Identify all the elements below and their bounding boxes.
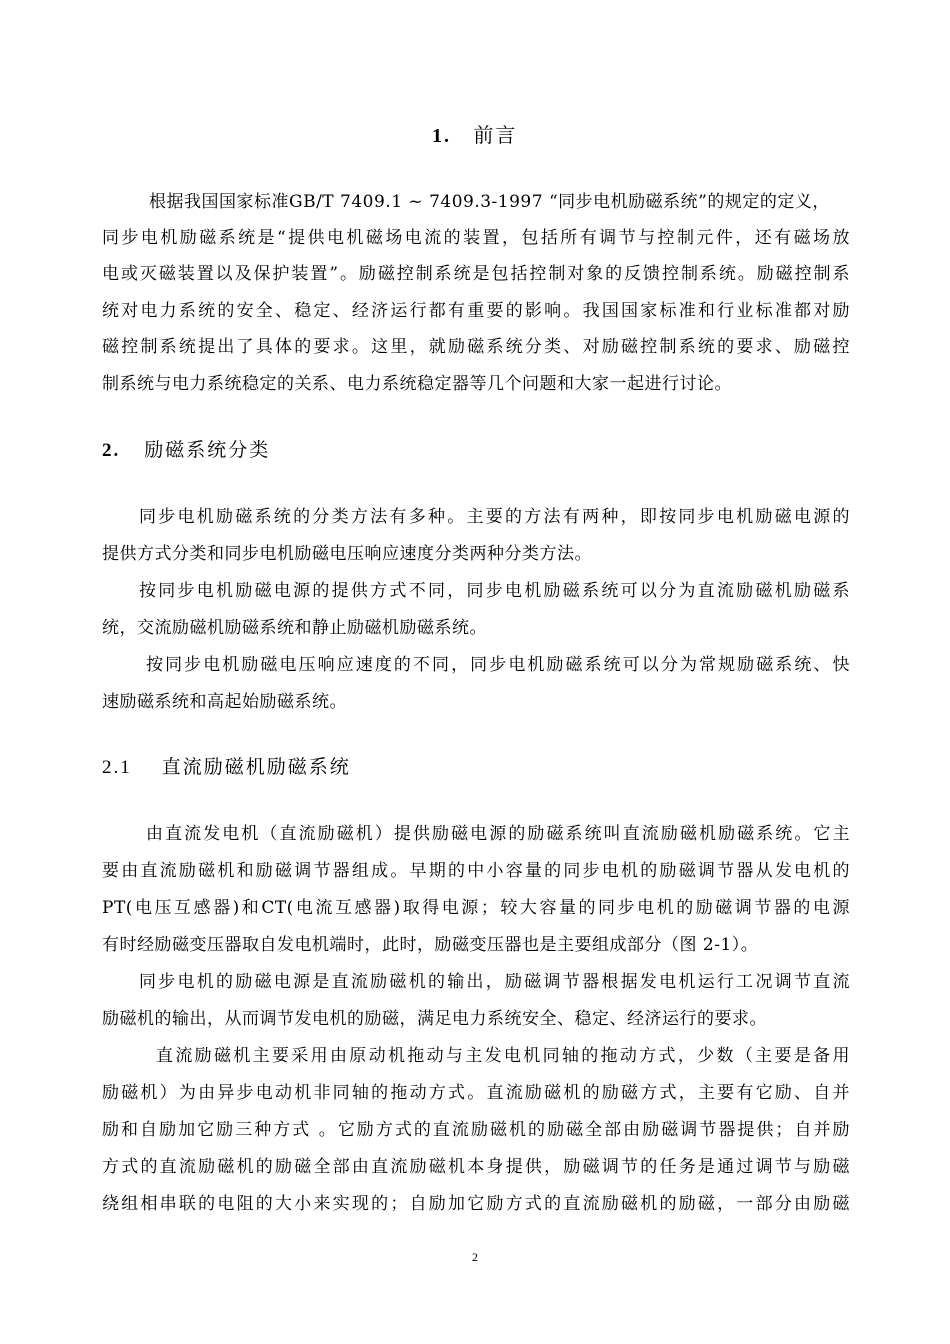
para6-line-2: 励磁机的输出，从而调节发电机的励磁，满足电力系统安全、稳定、经济运行的要求。 <box>102 1009 767 1029</box>
heading-1-number: 1. <box>432 125 451 147</box>
heading-2-1 <box>102 756 351 779</box>
para5-line-1: 由直流发电机（直流励磁机）提供励磁电源的励磁系统叫直流励磁机励磁系统。它主 <box>146 824 850 844</box>
para6-line-1: 同步电机的励磁电源是直流励磁机的输出，励磁调节器根据发电机运行工况调节直流 <box>139 972 850 992</box>
heading-2-title: 励磁系统分类 <box>144 439 271 461</box>
para1-line-6: 制系统与电力系统稳定的关系、电力系统稳定器等几个问题和大家一起进行讨论。 <box>102 374 732 394</box>
para7-line-5: 绕组相串联的电阻的大小来实现的；自励加它励方式的直流励磁机的励磁，一部分由励磁 <box>102 1194 850 1214</box>
heading-2-1-title: 直流励磁机励磁系统 <box>161 756 351 778</box>
para3-line-1: 按同步电机励磁电源的提供方式不同，同步电机励磁系统可以分为直流励磁机励磁系 <box>139 581 850 601</box>
heading-2 <box>102 439 270 462</box>
para4-line-2: 速励磁系统和高起始励磁系统。 <box>102 692 347 712</box>
para4-line-1: 按同步电机励磁电压响应速度的不同，同步电机励磁系统可以分为常规励磁系统、快 <box>146 655 850 675</box>
para2-line-1: 同步电机励磁系统的分类方法有多种。主要的方法有两种，即按同步电机励磁电源的 <box>139 507 850 527</box>
page-number: 2 <box>472 1250 479 1264</box>
para7-line-4: 方式的直流励磁机的励磁全部由直流励磁机本身提供，励磁调节的任务是通过调节与励磁 <box>102 1157 850 1177</box>
heading-2-number: 2. <box>102 440 121 461</box>
para1-line-1: 根据我国国家标准GB/T 7409.1 ~ 7409.3-1997 “同步电机励磁系统”的规定的定义， <box>149 192 830 212</box>
para7-line-1: 直流励磁机主要采用由原动机拖动与主发电机同轴的拖动方式，少数（主要是备用 <box>156 1046 850 1066</box>
heading-1 <box>432 124 517 147</box>
para1-line-3: 电或灭磁装置以及保护装置”。励磁控制系统是包括控制对象的反馈控制系统。励磁控制系 <box>102 264 850 284</box>
para3-line-2: 统，交流励磁机励磁系统和静止励磁机励磁系统。 <box>102 618 487 638</box>
para7-line-3: 励和自励加它励三种方式 。它励方式的直流励磁机的励磁全部由励磁调节器提供；自并励 <box>102 1120 850 1140</box>
para5-line-3: PT(电压互感器)和CT(电流互感器)取得电源；较大容量的同步电机的励磁调节器的电源 <box>102 898 850 918</box>
heading-1-title: 前言 <box>473 123 518 147</box>
para5-line-2: 要由直流励磁机和励磁调节器组成。早期的中小容量的同步电机的励磁调节器从发电机的 <box>102 861 850 881</box>
para1-line-5: 磁控制系统提出了具体的要求。这里，就励磁系统分类、对励磁控制系统的要求、励磁控 <box>102 337 850 357</box>
para2-line-2: 提供方式分类和同步电机励磁电压响应速度分类两种分类方法。 <box>102 544 592 564</box>
para7-line-2: 励磁机）为由异步电动机非同轴的拖动方式。直流励磁机的励磁方式，主要有它励、自并 <box>102 1083 850 1103</box>
para5-line-4: 有时经励磁变压器取自发电机端时，此时，励磁变压器也是主要组成部分（图 2-1）。 <box>102 935 759 955</box>
para1-line-2: 同步电机励磁系统是“提供电机磁场电流的装置，包括所有调节与控制元件，还有磁场放 <box>102 228 850 248</box>
heading-2-1-number: 2.1 <box>102 757 132 778</box>
para1-line-4: 统对电力系统的安全、稳定、经济运行都有重要的影响。我国国家标准和行业标准都对励 <box>102 301 850 321</box>
